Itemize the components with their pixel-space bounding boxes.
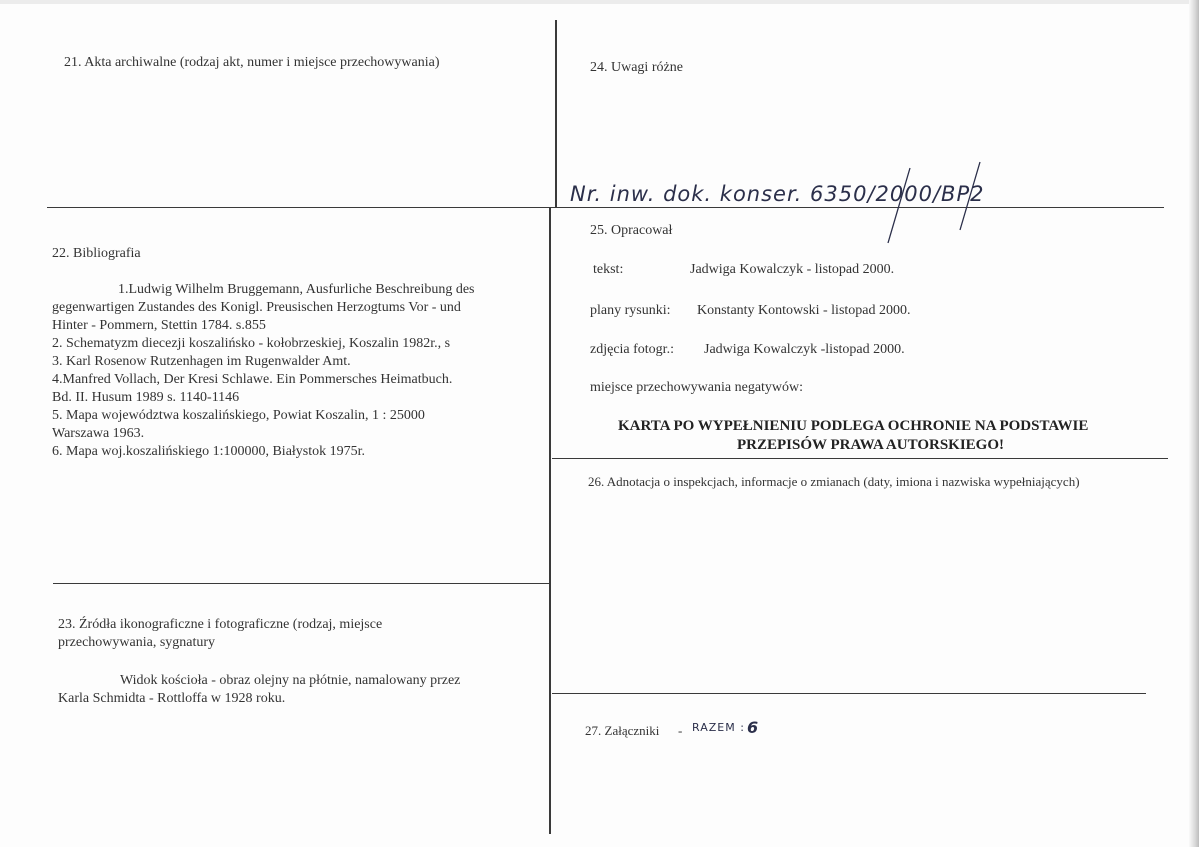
bibliography-line: Bd. II. Husum 1989 s. 1140-1146	[52, 390, 240, 405]
iconography-entry-line1: Widok kościoła - obraz olejny na płótnie, namalowany przez	[120, 673, 461, 688]
section-23-title-line2: przechowywania, sygnatury	[58, 635, 216, 650]
author-label-text: tekst:	[593, 262, 624, 277]
bibliography-line: 2. Schematyzm diecezji koszalińsko - kołobrzeskiej, Koszalin 1982r., s	[52, 336, 451, 351]
iconography-entry-line2: Karla Schmidta - Rottloffa w 1928 roku.	[58, 691, 286, 706]
section-27-title: 27. Załączniki	[585, 723, 660, 738]
column-divider	[555, 20, 557, 208]
bibliography-line: 6. Mapa woj.koszalińskiego 1:100000, Białystok 1975r.	[52, 444, 366, 459]
bibliography-line: 4.Manfred Vollach, Der Kresi Schlawe. Ein Pommersches Heimatbuch.	[52, 372, 453, 387]
attachments-dash: -	[678, 723, 683, 738]
handwritten-inventory-note: Nr. inw. dok. konser. 6350/2000/BP2	[570, 182, 985, 206]
author-value-drawings: Konstanty Kontowski - listopad 2000.	[697, 303, 911, 318]
rule-26-27	[552, 693, 1146, 694]
rule-22-23	[53, 583, 549, 584]
section-21-title: 21. Akta archiwalne (rodzaj akt, numer i miejsce przechowywania)	[64, 55, 440, 70]
bibliography-line: 3. Karl Rosenow Rutzenhagen im Rugenwalder Amt.	[52, 354, 351, 369]
bibliography-line: 5. Mapa województwa koszalińskiego, Powiat Koszalin, 1 : 25000	[52, 408, 425, 423]
attachments-total-label: RAZEM :	[692, 721, 745, 734]
bibliography-line: Hinter - Pommern, Stettin 1784. s.855	[52, 318, 266, 333]
scan-edge-top	[0, 0, 1199, 4]
handwritten-slash-marks	[880, 158, 1000, 248]
attachments-count: 6	[747, 718, 759, 737]
section-25-title: 25. Opracował	[590, 223, 673, 238]
copyright-notice-line1: KARTA PO WYPEŁNIENIU PODLEGA OCHRONIE NA PODSTAWIE	[618, 418, 1089, 434]
bibliography-line: gegenwartigen Zustandes des Konigl. Preusischen Herzogtums Vor - und	[52, 300, 461, 315]
rule-25-26	[552, 458, 1168, 459]
author-label-photos: zdjęcia fotogr.:	[590, 342, 674, 357]
bibliography-line: Warszawa 1963.	[52, 426, 145, 441]
bibliography-line: 1.Ludwig Wilhelm Bruggemann, Ausfurliche Beschreibung des	[118, 282, 475, 297]
author-value-text: Jadwiga Kowalczyk - listopad 2000.	[690, 262, 895, 277]
scan-edge-right	[1189, 0, 1199, 847]
copyright-notice-line2: PRZEPISÓW PRAWA AUTORSKIEGO!	[737, 437, 1005, 453]
section-26-title: 26. Adnotacja o inspekcjach, informacje o zmianach (daty, imiona i nazwiska wypełniających)	[588, 474, 1080, 489]
column-divider-lower	[549, 208, 551, 834]
author-label-drawings: plany rysunki:	[590, 303, 671, 318]
section-24-title: 24. Uwagi różne	[590, 60, 683, 75]
section-22-title: 22. Bibliografia	[52, 246, 141, 261]
section-23-title-line1: 23. Źródła ikonograficzne i fotograficzne (rodzaj, miejsce	[58, 617, 383, 632]
negatives-location-label: miejsce przechowywania negatywów:	[590, 380, 804, 395]
author-value-photos: Jadwiga Kowalczyk -listopad 2000.	[704, 342, 905, 357]
